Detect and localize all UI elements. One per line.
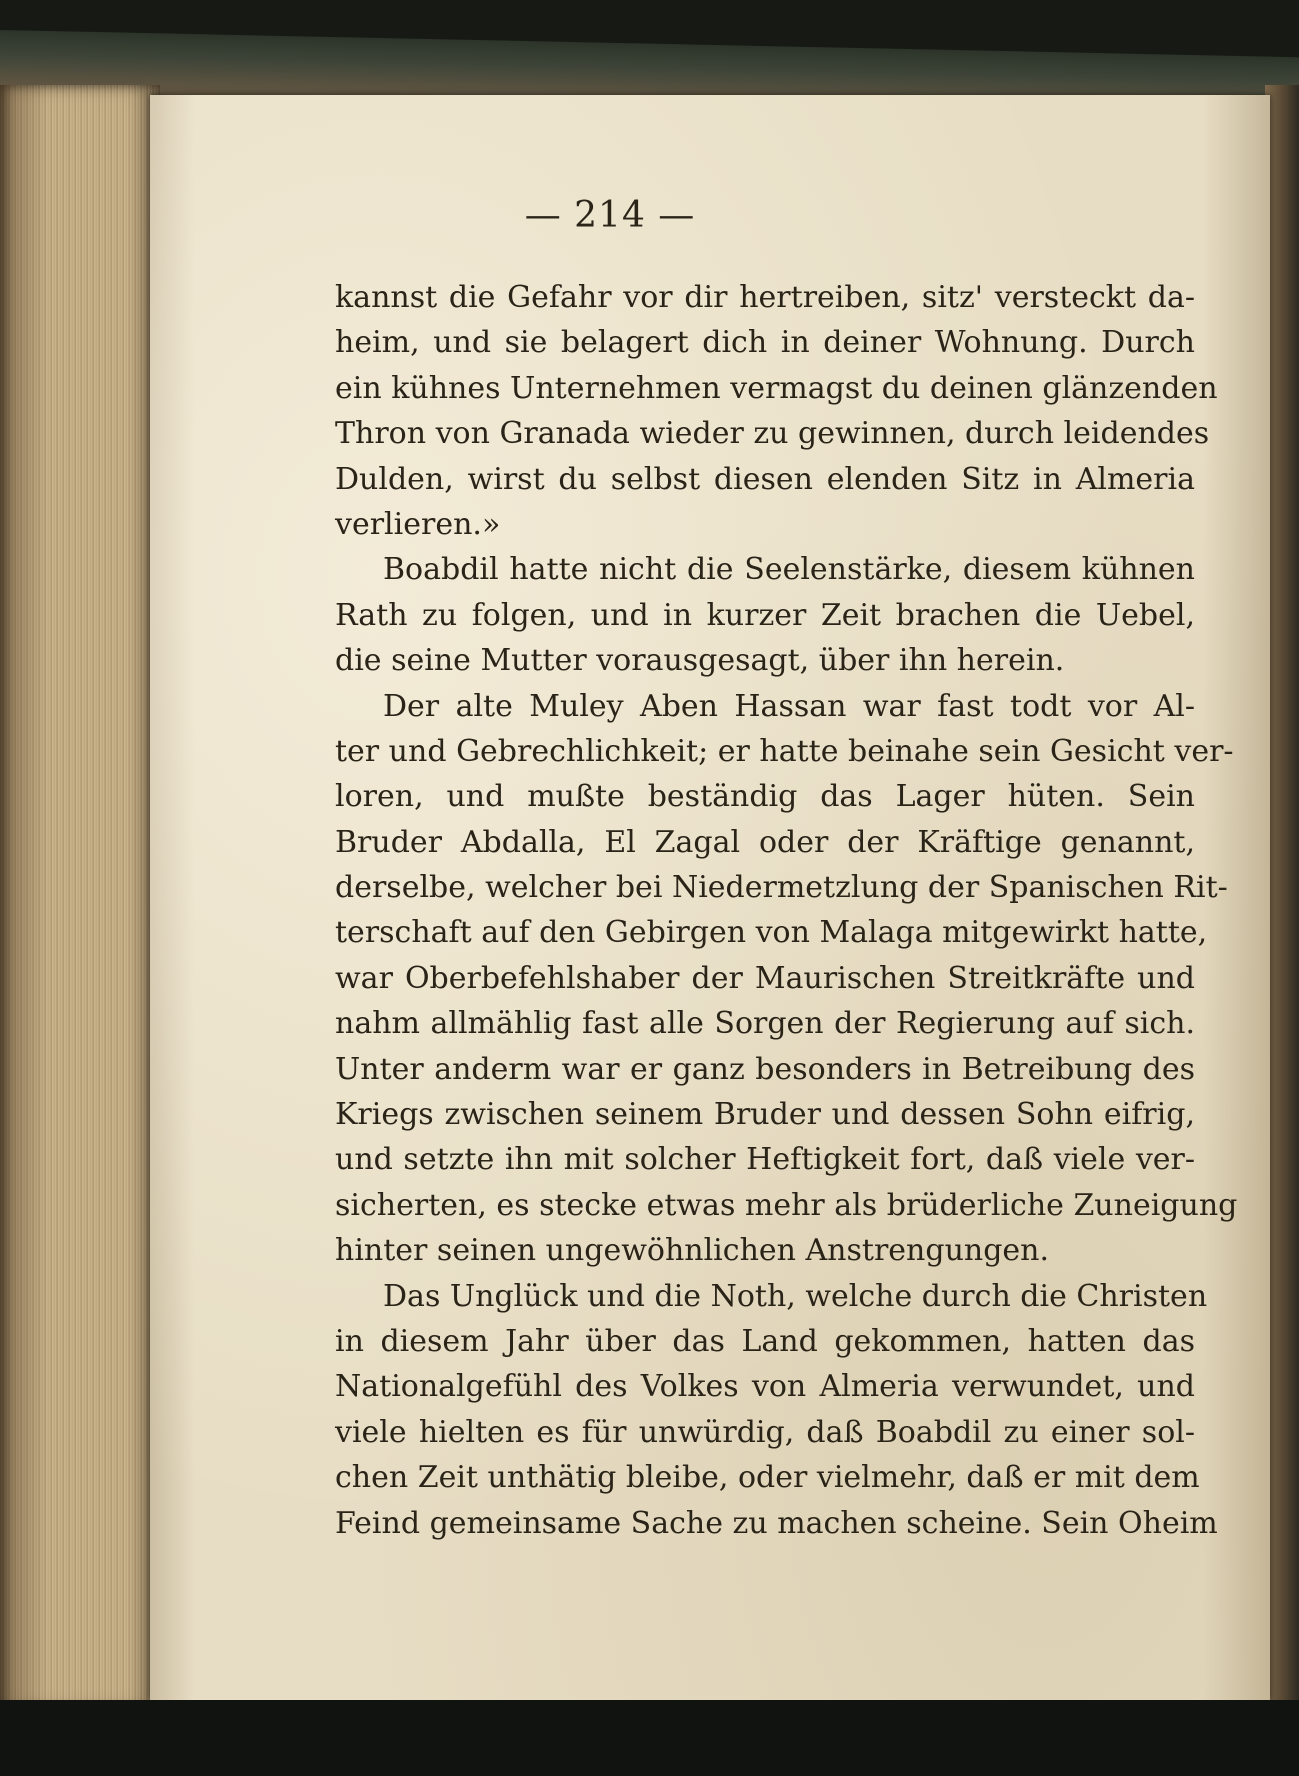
background-shadow [0, 1700, 1299, 1776]
text-line: in diesem Jahr über das Land gekommen, hatten das [335, 1323, 1195, 1359]
text-line: Thron von Granada wieder zu gewinnen, durch leidendes [335, 416, 1210, 452]
text-line: Unter anderm war er ganz besonders in Betreibung des [335, 1051, 1195, 1087]
text-line: Das Unglück und die Noth, welche durch die Christen [383, 1278, 1208, 1314]
page-number: — 214 — [524, 195, 696, 236]
text-line: hinter seinen ungewöhnlichen Anstrengungen. [335, 1233, 1050, 1269]
text-line: viele hielten es für unwürdig, daß Boabdil zu einer sol- [335, 1414, 1195, 1450]
text-line: Kriegs zwischen seinem Bruder und dessen Sohn eifrig, [335, 1097, 1195, 1133]
text-line: Dulden, wirst du selbst diesen elenden Sitz in Almeria [335, 461, 1195, 497]
text-line: loren, und mußte beständig das Lager hüten. Sein [335, 779, 1195, 815]
paragraph [335, 684, 1238, 1274]
text-line: und setzte ihn mit solcher Heftigkeit fort, daß viele ver- [335, 1142, 1195, 1178]
text-line: Boabdil hatte nicht die Seelenstärke, diesem kühnen [383, 552, 1195, 588]
text-line: die seine Mutter vorausgesagt, über ihn herein. [335, 643, 1065, 679]
text-line: nahm allmählig fast alle Sorgen der Regierung auf sich. [335, 1006, 1195, 1042]
text-line: terschaft auf den Gebirgen von Malaga mitgewirkt hatte, [335, 915, 1208, 951]
paragraph [335, 1274, 1218, 1546]
text-line: ter und Gebrechlichkeit; er hatte beinahe sein Gesicht ver- [335, 733, 1234, 769]
text-line: derselbe, welcher bei Niedermetzlung der Spanischen Rit- [335, 870, 1228, 906]
text-line: kannst die Gefahr vor dir hertreiben, sitz' versteckt da- [335, 280, 1195, 315]
text-line: verlieren.» [335, 506, 501, 542]
text-block [335, 275, 1238, 1546]
text-line: ein kühnes Unternehmen vermagst du deinen glänzenden [335, 370, 1218, 406]
text-line: chen Zeit unthätig bleibe, oder vielmehr, daß er mit dem [335, 1460, 1200, 1496]
text-line: Nationalgefühl des Volkes von Almeria verwundet, und [335, 1369, 1195, 1405]
text-line: Bruder Abdalla, El Zagal oder der Kräftige genannt, [335, 824, 1195, 860]
text-line: sicherten, es stecke etwas mehr als brüderliche Zuneigung [335, 1187, 1238, 1223]
text-line: Rath zu folgen, und in kurzer Zeit brachen die Uebel, [335, 597, 1195, 633]
paragraph [335, 547, 1195, 683]
paragraph [335, 275, 1218, 547]
book-cover-right [1265, 85, 1299, 1715]
page-edges [0, 85, 160, 1710]
text-line: war Oberbefehlshaber der Maurischen Streitkräfte und [335, 960, 1195, 996]
text-line: Feind gemeinsame Sache zu machen scheine. Sein Oheim [335, 1505, 1218, 1541]
text-line: Der alte Muley Aben Hassan war fast todt vor Al- [383, 688, 1195, 724]
text-line: heim, und sie belagert dich in deiner Wohnung. Durch [335, 325, 1195, 361]
